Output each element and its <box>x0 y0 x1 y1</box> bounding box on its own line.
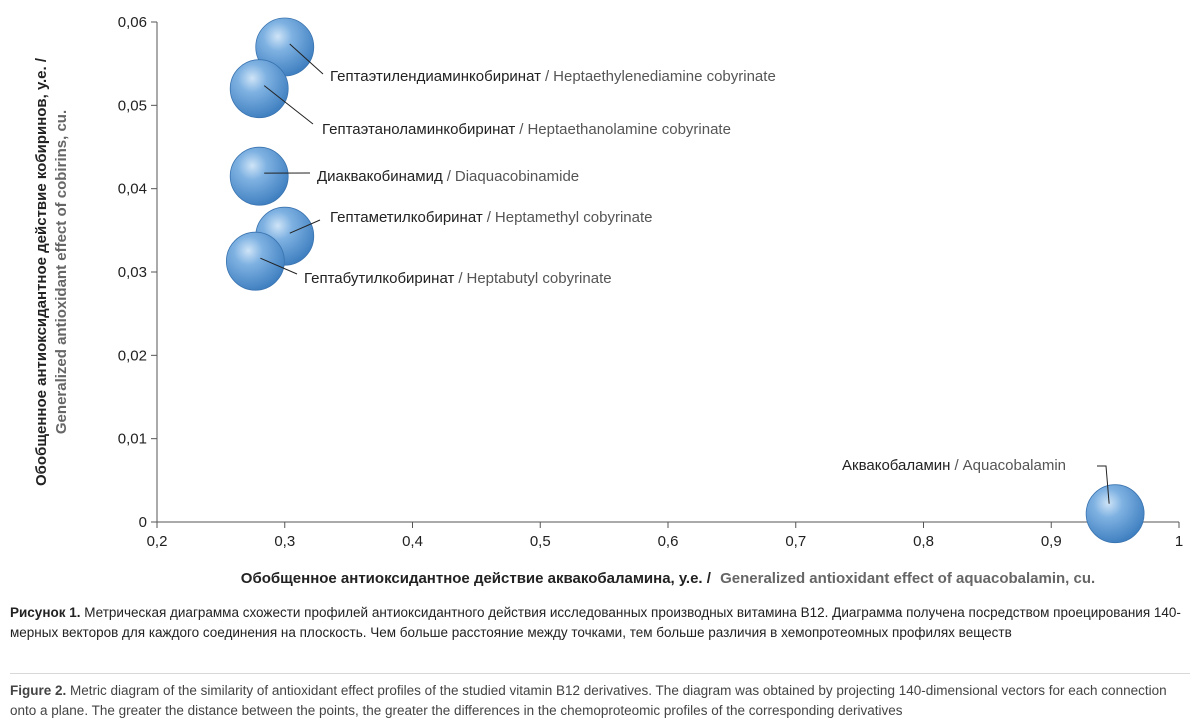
y-tick-label: 0,05 <box>117 97 147 115</box>
caption-en-lead: Figure 2. <box>10 683 67 698</box>
point-label-separator: / <box>446 168 451 185</box>
x-axis-title <box>241 570 1095 587</box>
point-label-ru: Аквакобаламин <box>842 457 951 474</box>
x-axis-title-ru: Обобщенное антиоксидантное действие аквакобаламина, у.е. / <box>240 570 711 587</box>
point-label <box>842 457 1066 474</box>
caption-en-text: Metric diagram of the similarity of antioxidant effect profiles of the studied vitamin B12 derivatives. The diagram was obtained by projecting 140-dimensional vectors for each connection onto a plane. The greater the distance between the points, the greater the differences in the chemoproteomic profiles of the corresponding derivatives <box>10 683 1167 718</box>
y-tick-label: 0,03 <box>117 264 147 281</box>
caption-ru-lead: Рисунок 1. <box>10 605 81 620</box>
point-label <box>330 209 652 226</box>
point-label-ru: Гептаэтилендиаминкобиринат <box>330 68 541 85</box>
point-label-ru: Гептабутилкобиринат <box>304 270 455 287</box>
point-label-ru: Гептаметилкобиринат <box>330 209 483 226</box>
x-tick-label: 0,8 <box>913 533 934 550</box>
y-tick-label: 0,01 <box>117 430 147 448</box>
point-label-separator: / <box>486 209 491 226</box>
y-tick-label: 0,06 <box>117 14 147 31</box>
bubble-point <box>1086 485 1144 543</box>
x-tick-label: 0,6 <box>657 533 679 550</box>
x-tick-label: 0,4 <box>402 533 423 550</box>
x-tick-label: 0,2 <box>146 533 168 550</box>
y-tick-label: 0,02 <box>117 347 147 365</box>
point-label-ru: Гептаэтаноламинкобиринат <box>322 121 516 138</box>
y-axis-title-ru: Обобщенное антиоксидантное действие кобиринов, у.е. / <box>33 57 50 487</box>
caption-divider <box>10 673 1190 674</box>
y-tick-label: 0,04 <box>117 180 147 198</box>
x-tick-label: 0,7 <box>785 533 807 550</box>
caption-ru-text: Метрическая диаграмма схожести профилей антиоксидантного действия исследованных производных витамина B12. Диаграмма получена посредством проецирования 140-мерных векторов для каждого соединения на плоскость. Чем больше расстояние между точками, тем больше различия в хемопротеомных профилях веществ <box>10 605 1181 640</box>
x-tick-label: 0,9 <box>1040 533 1062 550</box>
point-label-separator: / <box>954 457 959 474</box>
point-label-en: Aquacobalamin <box>962 457 1067 474</box>
bubble-point <box>230 147 288 205</box>
point-label-en: Heptamethyl cobyrinate <box>494 209 653 226</box>
point-label <box>322 121 731 138</box>
point-labels <box>260 44 1109 504</box>
figure-caption-ru <box>10 603 1190 643</box>
point-label-en: Diaquacobinamide <box>454 168 580 185</box>
point-label-en: Heptaethanolamine cobyrinate <box>527 121 731 138</box>
point-label-separator: / <box>458 270 463 287</box>
x-tick-label: 0,3 <box>274 533 296 550</box>
x-axis-title-en: Generalized antioxidant effect of aquacobalamin, cu. <box>720 570 1096 587</box>
y-tick-label: 0 <box>138 514 147 531</box>
point-label-en: Heptaethylenediamine cobyrinate <box>553 68 776 85</box>
point-label <box>304 270 612 287</box>
bubble-point <box>230 60 288 118</box>
point-label <box>317 168 579 185</box>
x-tick-label: 1 <box>1174 533 1184 550</box>
figure-caption-en <box>10 681 1190 721</box>
y-axis-title-en: Generalized antioxidant effect of cobirins, cu. <box>53 109 70 435</box>
bubble-point <box>226 232 284 290</box>
point-label-ru: Диаквакобинамид <box>317 168 443 185</box>
x-tick-label: 0,5 <box>529 533 551 550</box>
point-label-en: Heptabutyl cobyrinate <box>466 270 612 287</box>
point-label-separator: / <box>544 68 550 85</box>
point-label-separator: / <box>519 121 524 138</box>
point-label <box>330 68 776 85</box>
